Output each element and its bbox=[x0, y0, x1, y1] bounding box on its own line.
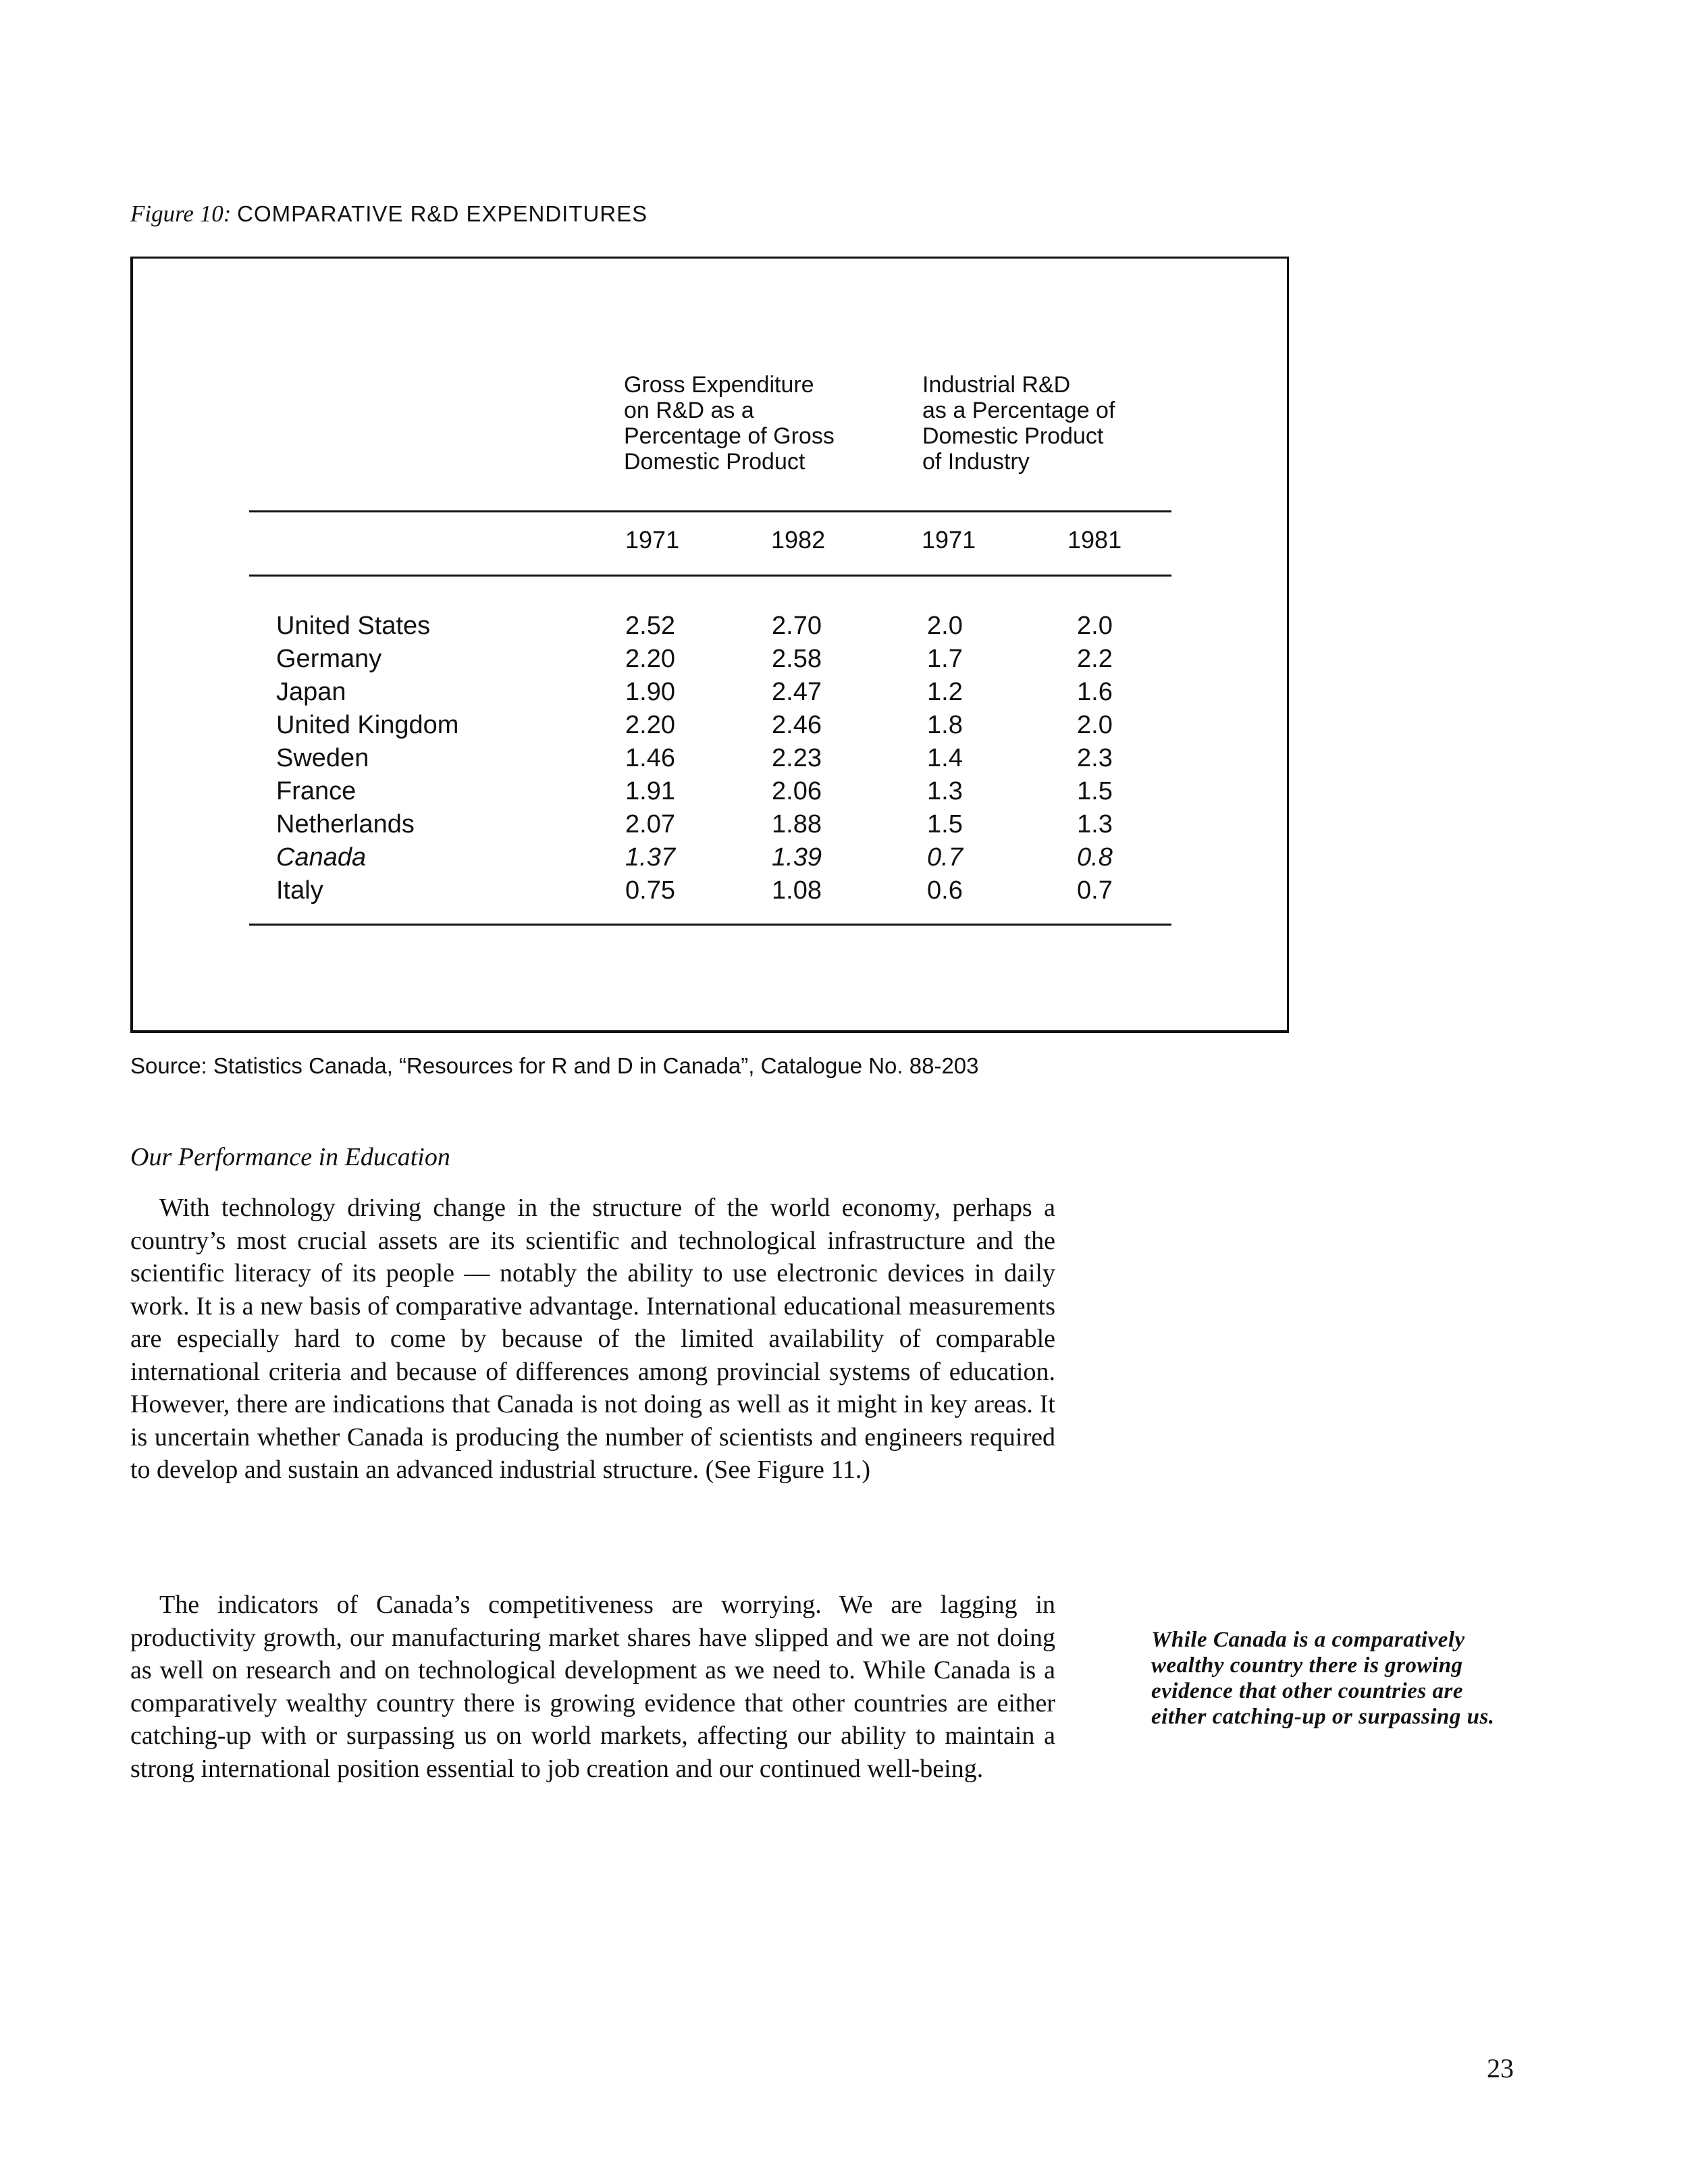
value-cell: 2.20 bbox=[625, 645, 675, 673]
table-bottom-rule bbox=[249, 924, 1171, 926]
country-cell: Netherlands bbox=[276, 810, 415, 838]
body-paragraph: With technology driving change in the structure of the world economy, perhaps a country’s most crucial assets are its scientific and technological infrastructure and the scientific literacy of its people — notably the ability to use electronic devices in daily work. It is a new basis of comparative advantage. International educational measurements are especially hard to come by because of the limited availability of comparable international criteria and because of differences among provincial systems of education. However, there are indications that Canada is not doing as well as it might in key areas. It is uncertain whether Canada is producing the number of scientists and engineers required to develop and sustain an advanced industrial structure. (See Figure 11.) bbox=[130, 1194, 1055, 1484]
value-cell: 2.52 bbox=[625, 612, 675, 640]
value-cell: 0.7 bbox=[1077, 876, 1113, 905]
value-cell: 2.70 bbox=[772, 612, 822, 640]
figure-box bbox=[130, 257, 1289, 1033]
header-line: Gross Expenditure bbox=[624, 372, 814, 398]
value-cell: 0.8 bbox=[1077, 843, 1113, 872]
header-line: Percentage of Gross bbox=[624, 423, 835, 449]
table-row bbox=[133, 808, 1287, 841]
country-cell: United Kingdom bbox=[276, 711, 459, 739]
country-cell: Germany bbox=[276, 645, 382, 673]
table-row bbox=[133, 874, 1287, 907]
table-row bbox=[133, 676, 1287, 709]
header-line: Domestic Product bbox=[624, 449, 806, 475]
country-cell: Sweden bbox=[276, 744, 369, 772]
country-cell: Japan bbox=[276, 678, 346, 706]
year-header: 1981 bbox=[1067, 526, 1122, 554]
table-row bbox=[133, 775, 1287, 808]
header-line: of Industry bbox=[922, 449, 1030, 475]
value-cell: 1.88 bbox=[772, 810, 822, 838]
value-cell: 2.23 bbox=[772, 744, 822, 772]
table-header-rule bbox=[249, 575, 1171, 577]
value-cell: 1.3 bbox=[927, 777, 963, 805]
value-cell: 2.20 bbox=[625, 711, 675, 739]
table-row bbox=[133, 643, 1287, 676]
header-gross-expenditure bbox=[624, 372, 835, 475]
margin-note: While Canada is a comparatively wealthy country there is growing evidence that other countries are either catching-up or surpassing us. bbox=[1151, 1628, 1495, 1729]
header-line: as a Percentage of bbox=[922, 398, 1115, 423]
value-cell: 2.46 bbox=[772, 711, 822, 739]
table-row bbox=[133, 742, 1287, 775]
value-cell: 2.06 bbox=[772, 777, 822, 805]
value-cell: 1.08 bbox=[772, 876, 822, 905]
value-cell: 2.0 bbox=[927, 612, 963, 640]
value-cell: 1.91 bbox=[625, 777, 675, 805]
country-cell: Canada bbox=[276, 843, 367, 872]
figure-label: Figure 10: bbox=[130, 201, 232, 227]
value-cell: 1.4 bbox=[927, 744, 963, 772]
figure-caption bbox=[130, 201, 648, 228]
body-paragraph: The indicators of Canada’s competitiveness are worrying. We are lagging in productivity growth, our manufacturing market shares have slipped and we are not doing as well on research and on technological development as we need to. While Canada is a comparatively wealthy country there is growing evidence that other countries are either catching-up with or surpassing us on world markets, affecting our ability to maintain a strong international position essential to job creation and our continued well-being. bbox=[130, 1591, 1055, 1783]
table-body bbox=[133, 610, 1287, 913]
value-cell: 2.07 bbox=[625, 810, 675, 838]
value-cell: 2.0 bbox=[1077, 711, 1113, 739]
header-line: Industrial R&D bbox=[922, 372, 1071, 398]
header-industrial-rd bbox=[922, 372, 1115, 475]
value-cell: 2.3 bbox=[1077, 744, 1113, 772]
country-cell: United States bbox=[276, 612, 431, 640]
value-cell: 2.47 bbox=[772, 678, 822, 706]
year-header: 1971 bbox=[922, 526, 976, 554]
table-top-rule bbox=[249, 510, 1171, 512]
value-cell: 1.46 bbox=[625, 744, 675, 772]
country-cell: Italy bbox=[276, 876, 323, 905]
value-cell: 1.5 bbox=[1077, 777, 1113, 805]
value-cell: 2.2 bbox=[1077, 645, 1113, 673]
value-cell: 1.37 bbox=[625, 843, 675, 872]
value-cell: 1.39 bbox=[772, 843, 822, 872]
source-note: Source: Statistics Canada, “Resources for R and D in Canada”, Catalogue No. 88-203 bbox=[130, 1053, 979, 1078]
value-cell: 0.7 bbox=[927, 843, 963, 872]
header-line: Domestic Product bbox=[922, 423, 1104, 449]
page-number: 23 bbox=[1487, 2053, 1514, 2083]
table-row-highlighted bbox=[133, 841, 1287, 874]
value-cell: 1.6 bbox=[1077, 678, 1113, 706]
value-cell: 1.8 bbox=[927, 711, 963, 739]
year-header: 1982 bbox=[771, 526, 826, 554]
table-row bbox=[133, 709, 1287, 742]
value-cell: 1.5 bbox=[927, 810, 963, 838]
value-cell: 1.90 bbox=[625, 678, 675, 706]
year-header: 1971 bbox=[625, 526, 680, 554]
header-line: on R&D as a bbox=[624, 398, 754, 423]
value-cell: 0.75 bbox=[625, 876, 675, 905]
figure-title: COMPARATIVE R&D EXPENDITURES bbox=[237, 201, 648, 226]
country-cell: France bbox=[276, 777, 357, 805]
value-cell: 0.6 bbox=[927, 876, 963, 905]
section-heading: Our Performance in Education bbox=[130, 1143, 450, 1171]
value-cell: 1.3 bbox=[1077, 810, 1113, 838]
table-row bbox=[133, 610, 1287, 643]
value-cell: 2.58 bbox=[772, 645, 822, 673]
value-cell: 1.2 bbox=[927, 678, 963, 706]
value-cell: 1.7 bbox=[927, 645, 963, 673]
value-cell: 2.0 bbox=[1077, 612, 1113, 640]
